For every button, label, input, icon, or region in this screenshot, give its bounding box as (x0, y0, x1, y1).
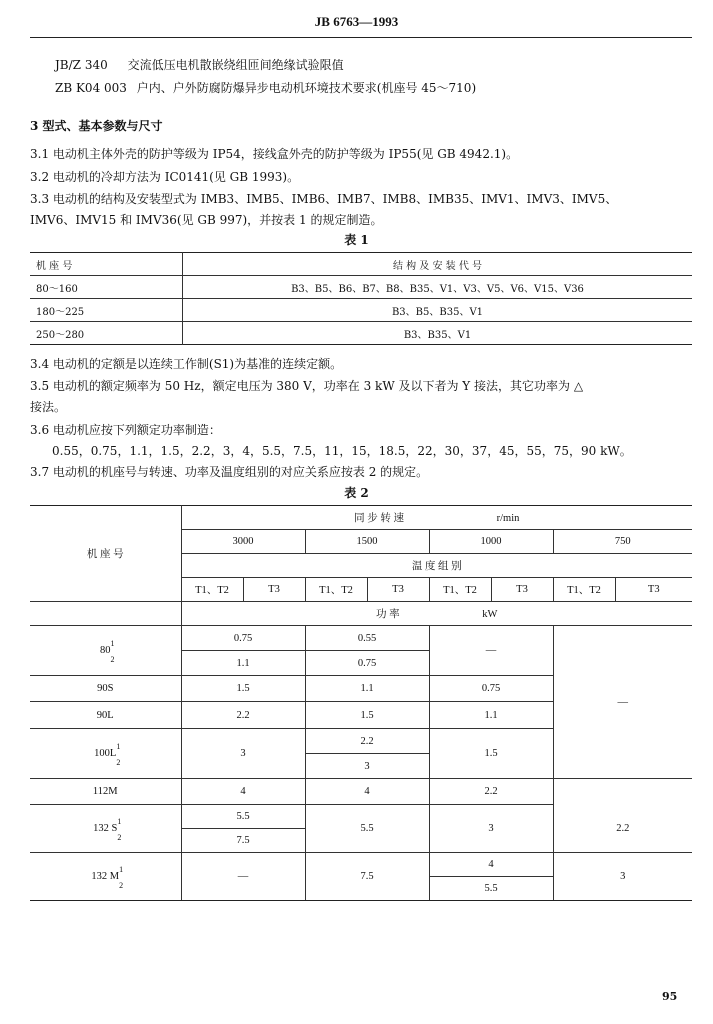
frame-132m (30, 853, 181, 901)
power-cell: 1.5 (305, 702, 429, 729)
table-1-row-frame: 180～225 (30, 299, 183, 322)
power-cell: 2.2 (553, 805, 692, 853)
table-1-header-frame: 机 座 号 (36, 260, 73, 272)
frame-80-sub-1: 1 (110, 639, 115, 648)
power-unit: kW (482, 609, 498, 620)
page-number: 95 (662, 990, 678, 1003)
frame-80-base: 80 (100, 645, 111, 656)
table-1-row-frame: 80～160 (30, 276, 183, 299)
frame-100l (30, 729, 181, 779)
frame-90s: 90S (30, 676, 181, 702)
power-cell: 1.1 (429, 702, 553, 729)
table-2-frame-header: 机 座 号 (30, 506, 181, 602)
reference-1-code: JB/Z 340 (55, 58, 108, 72)
power-cell: 4 (305, 779, 429, 805)
frame-132s-base: 132 S (93, 823, 118, 834)
frame-112m: 112M (30, 779, 181, 805)
frame-80 (30, 626, 181, 676)
clause-3-5-line-1: 3.5 电动机的额定频率为 50 Hz，额定电压为 380 V，功率在 3 kW 及以下者为 Y 接法，其它功率为 △ (30, 379, 584, 393)
table-2-speed-header (181, 506, 692, 530)
temp-group: T3 (615, 578, 692, 602)
power-cell: 2.2 (305, 729, 429, 754)
frame-132s-sub-2: 2 (117, 833, 122, 842)
reference-1 (55, 56, 344, 73)
power-cell: 4 (429, 853, 553, 877)
power-cell-dash: — (553, 626, 692, 779)
frame-132m-sub-2: 2 (119, 881, 124, 890)
power-cell: 0.55 (305, 626, 429, 651)
speed-header-label: 同 步 转 速 (354, 513, 404, 524)
power-cell: 3 (429, 805, 553, 853)
power-cell: 1.5 (429, 729, 553, 779)
temperature-group-header: 温 度 组 别 (181, 554, 692, 578)
clause-3-5-line-2: 接法。 (30, 400, 67, 414)
table-2 (30, 505, 692, 901)
clause-3-2: 3.2 电动机的冷却方法为 IC0141(见 GB 1993)。 (30, 170, 300, 184)
speed-1500: 1500 (305, 530, 429, 554)
frame-100l-sub-1: 1 (116, 742, 121, 751)
temp-group: T1、T2 (429, 578, 491, 602)
table-1-row-codes: B3、B5、B35、V1 (183, 299, 693, 322)
power-cell: 4 (181, 779, 305, 805)
clause-3-3-line-1: 3.3 电动机的结构及安装型式为 IMB3、IMB5、IMB6、IMB7、IMB8、IMB35、IMV1、IMV3、IMV5、 (30, 192, 618, 206)
table-2-frame-header-cont (30, 602, 181, 626)
power-cell: 5.5 (181, 805, 305, 829)
clause-3-3-line-2: IMV6、IMV15 和 IMV36(见 GB 997)，并按表 1 的规定制造。 (30, 213, 383, 227)
frame-132m-base: 132 M (91, 871, 120, 882)
power-header-label: 功 率 (376, 609, 400, 620)
clause-3-6: 3.6 电动机应按下列额定功率制造： (30, 423, 221, 437)
temp-group: T3 (367, 578, 429, 602)
standard-number-header: JB 6763—1993 (314, 14, 399, 29)
reference-1-title: 交流低压电机散嵌绕组匝间绝缘试验限值 (127, 58, 344, 72)
power-cell: 5.5 (305, 805, 429, 853)
power-cell: 0.75 (181, 626, 305, 651)
power-cell: 2.2 (429, 779, 553, 805)
power-cell: 3 (305, 754, 429, 779)
frame-100l-sub-2: 2 (116, 758, 121, 767)
temp-group: T3 (491, 578, 553, 602)
section-3-heading: 3 型式、基本参数与尺寸 (30, 119, 163, 133)
table-1-row-frame: 250～280 (30, 322, 183, 345)
table-1 (30, 252, 692, 345)
power-cell: 1.5 (181, 676, 305, 702)
power-cell: 0.75 (305, 651, 429, 676)
temp-group: T1、T2 (181, 578, 243, 602)
clause-3-7: 3.7 电动机的机座号与转速、功率及温度组别的对应关系应按表 2 的规定。 (30, 465, 429, 479)
power-cell: 3 (181, 729, 305, 779)
power-cell-dash: — (429, 626, 553, 676)
power-cell: 7.5 (181, 829, 305, 853)
speed-750: 750 (553, 530, 692, 554)
header-rule (30, 37, 692, 38)
temp-group: T3 (243, 578, 305, 602)
speed-3000: 3000 (181, 530, 305, 554)
clause-3-4: 3.4 电动机的定额是以连续工作制(S1)为基准的连续定额。 (30, 357, 343, 371)
power-cell-dash: — (181, 853, 305, 901)
frame-132m-sub-1: 1 (119, 865, 124, 874)
frame-100l-base: 100L (94, 748, 117, 759)
clause-3-6-values: 0.55，0.75，1.1，1.5，2.2，3，4，5.5，7.5，11，15，18.5，22，30，37，45，55，75，90 kW。 (52, 444, 632, 458)
power-cell: 3 (553, 853, 692, 901)
table-1-title: 表 1 (344, 233, 369, 247)
table-1-row-codes: B3、B5、B6、B7、B8、B35、V1、V3、V5、V6、V15、V36 (183, 276, 693, 299)
power-cell: 7.5 (305, 853, 429, 901)
power-cell: 1.1 (305, 676, 429, 702)
power-header (181, 602, 692, 626)
power-cell: 5.5 (429, 877, 553, 901)
frame-80-sub-2: 2 (110, 655, 115, 664)
temp-group: T1、T2 (305, 578, 367, 602)
speed-unit: r/min (496, 513, 520, 524)
frame-132s (30, 805, 181, 853)
frame-90l: 90L (30, 702, 181, 729)
temp-group: T1、T2 (553, 578, 615, 602)
frame-132s-sub-1: 1 (117, 817, 122, 826)
speed-1000: 1000 (429, 530, 553, 554)
power-cell: 0.75 (429, 676, 553, 702)
reference-2-title: 户内、户外防腐防爆异步电动机环境技术要求(机座号 45～710) (136, 81, 477, 95)
table-1-row-codes: B3、B35、V1 (183, 322, 693, 345)
clause-3-1: 3.1 电动机主体外壳的防护等级为 IP54，接线盒外壳的防护等级为 IP55(见 GB 4942.1)。 (30, 147, 519, 161)
power-cell-empty (553, 779, 692, 805)
power-cell: 2.2 (181, 702, 305, 729)
power-cell: 1.1 (181, 651, 305, 676)
reference-2-code: ZB K04 003 (55, 81, 127, 95)
table-1-header-codes: 结 构 及 安 装 代 号 (183, 253, 693, 276)
reference-2 (55, 79, 476, 96)
table-2-title: 表 2 (344, 486, 369, 500)
